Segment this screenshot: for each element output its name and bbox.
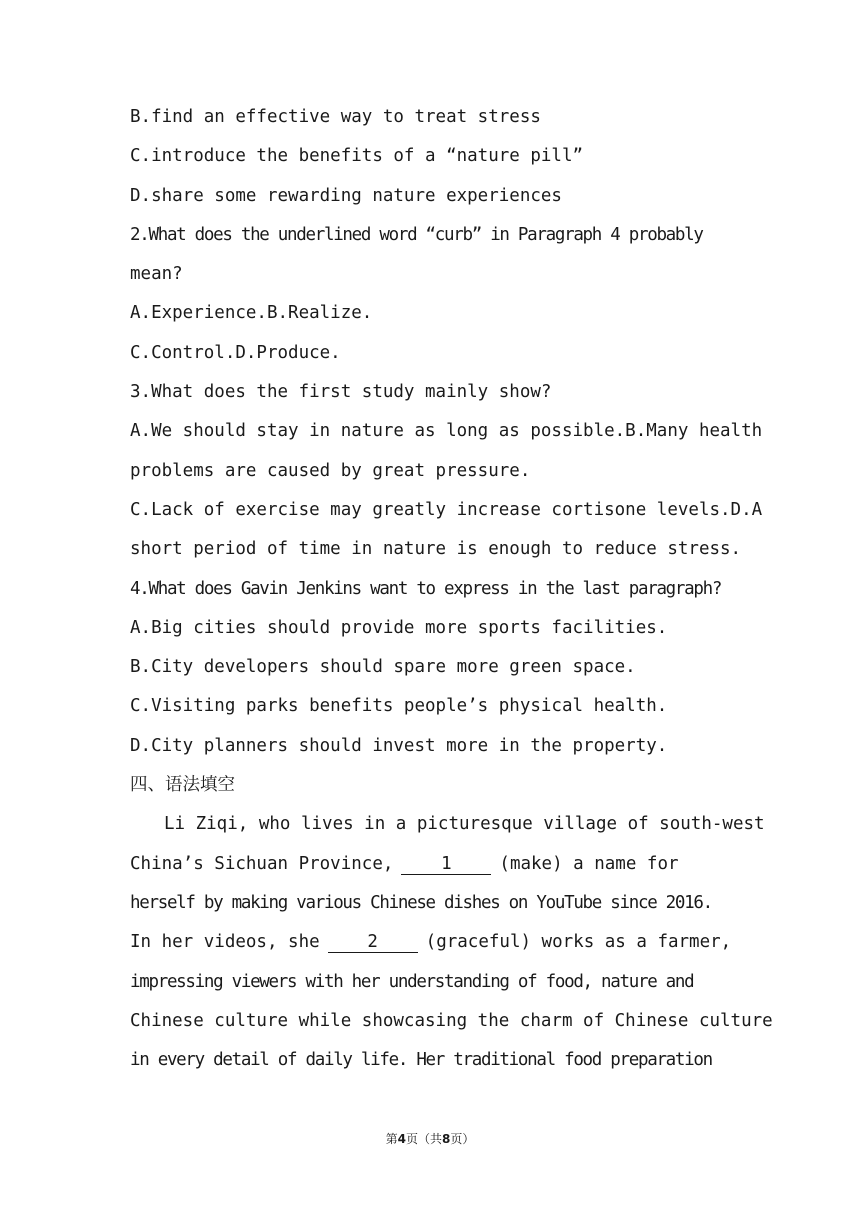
question-2: 2.What does the underlined word “curb” in Paragraph 4 probably <box>130 224 703 245</box>
page-content <box>130 98 773 1080</box>
passage-line-2-pre: China’s Sichuan Province, <box>130 853 394 874</box>
passage-line-6: Chinese culture while showcasing the charm of Chinese culture <box>130 1010 773 1031</box>
question-3-options-cd: C.Lack of exercise may greatly increase cortisone levels.D.A <box>130 499 763 520</box>
question-2-options-cd: C.Control.D.Produce. <box>130 342 341 363</box>
option-a-q4: A.Big cities should provide more sports facilities. <box>130 617 668 638</box>
passage-line-5: impressing viewers with her understanding of food, nature and <box>130 971 694 992</box>
footer-prefix: 第 <box>385 1132 398 1146</box>
question-3: 3.What does the first study mainly show? <box>130 382 552 403</box>
option-b-q4: B.City developers should spare more green space. <box>130 657 636 678</box>
passage-line-4-pre: In her videos, she <box>130 932 320 953</box>
blank-2[interactable]: 2 <box>328 934 418 953</box>
passage-line-4 <box>130 923 730 962</box>
option-d-q4: D.City planners should invest more in the property. <box>130 735 668 756</box>
question-3-options-ab: A.We should stay in nature as long as possible.B.Many health <box>130 421 763 442</box>
question-3-options-cd-cont: short period of time in nature is enough to reduce stress. <box>130 539 742 560</box>
footer-suffix: 页） <box>450 1132 475 1146</box>
question-2-cont: mean? <box>130 264 183 285</box>
passage-line-3: herself by making various Chinese dishes on YouTube since 2016. <box>130 892 712 913</box>
passage-line-2-post: (make) a name for <box>499 853 679 874</box>
footer-total-pages: 8 <box>442 1132 451 1146</box>
footer-page-number: 4 <box>397 1132 406 1146</box>
footer-mid: 页（共 <box>405 1132 442 1146</box>
passage-line-7: in every detail of daily life. Her traditional food preparation <box>130 1050 712 1071</box>
passage-line-1: Li Ziqi, who lives in a picturesque village of south-west <box>164 814 765 835</box>
blank-1[interactable]: 1 <box>401 856 491 875</box>
passage-line-4-post: (graceful) works as a farmer, <box>425 932 732 953</box>
option-c-q1: C.introduce the benefits of a “nature pill” <box>130 146 584 167</box>
option-d-q1: D.share some rewarding nature experiences <box>130 185 562 206</box>
question-2-options-ab: A.Experience.B.Realize. <box>130 303 373 324</box>
option-b-q1: B.find an effective way to treat stress <box>130 107 541 127</box>
page-footer <box>0 1130 860 1147</box>
option-c-q4: C.Visiting parks benefits people’s physical health. <box>130 696 668 717</box>
passage-line-2 <box>130 845 730 884</box>
section-heading: 四、语法填空 <box>130 775 235 796</box>
question-4: 4.What does Gavin Jenkins want to express in the last paragraph? <box>130 578 722 599</box>
question-3-options-ab-cont: problems are caused by great pressure. <box>130 460 531 481</box>
